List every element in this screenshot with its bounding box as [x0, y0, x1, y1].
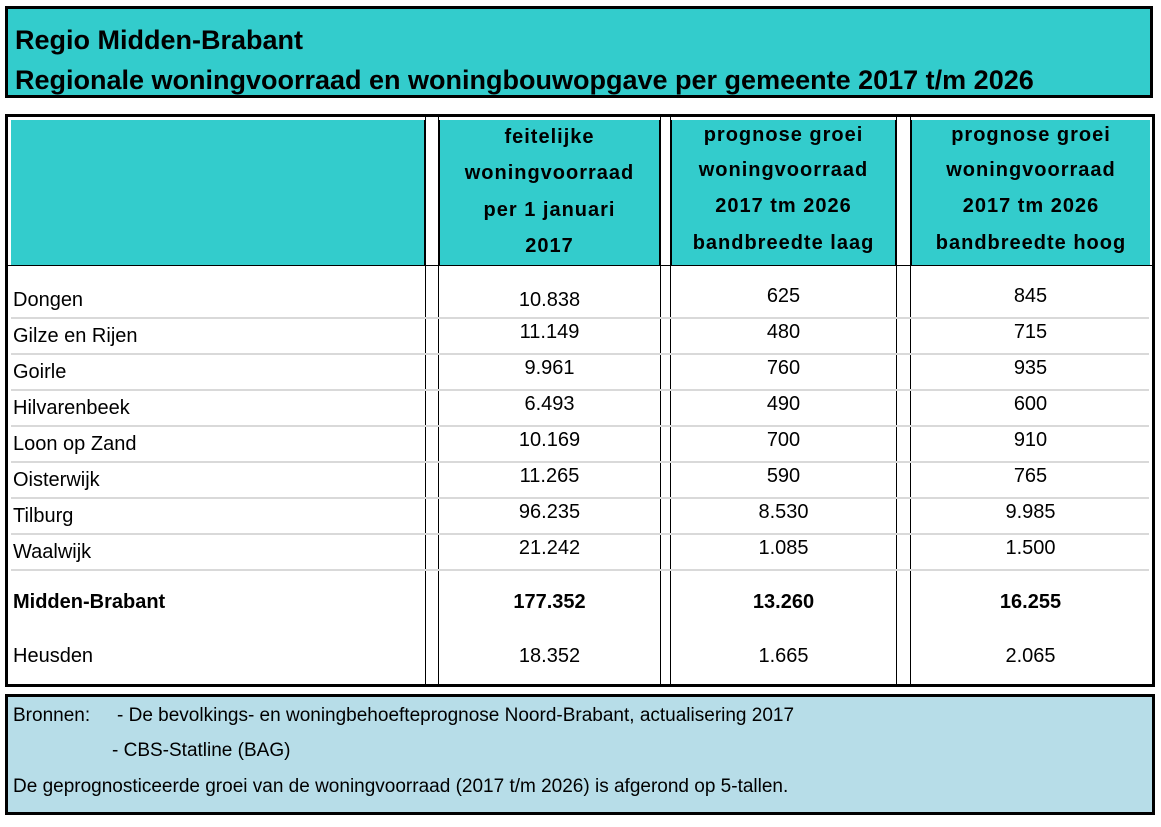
table-row [8, 427, 1152, 463]
header-groei-hoog [911, 120, 1150, 265]
gemeente-name: Tilburg [13, 505, 74, 527]
voorraad-value: 21.242 [518, 537, 581, 559]
header-divider [8, 265, 1152, 266]
table-row [8, 391, 1152, 427]
table-row [8, 319, 1152, 355]
source-item: - De bevolkings- en woningbehoefteprognose Noord-Brabant, actualisering 2017 [117, 705, 795, 726]
table-title: Regionale woningvoorraad en woningbouwopgave per gemeente 2017 t/m 2026 [15, 65, 1034, 95]
region-total-name: Midden-Brabant [13, 591, 166, 613]
total-row [8, 587, 1152, 623]
groei-laag-value: 1.085 [758, 537, 809, 559]
voorraad-value: 11.149 [519, 321, 580, 343]
groei-hoog-value: 845 [1013, 285, 1048, 307]
table-row [8, 355, 1152, 391]
header-text: prognose groei [703, 124, 864, 146]
groei-hoog-value: 2.065 [1005, 645, 1056, 667]
groei-laag-value: 8.530 [758, 501, 809, 523]
groei-hoog-value: 910 [1013, 429, 1048, 451]
groei-hoog-value: 935 [1013, 357, 1048, 379]
groei-hoog-value: 715 [1013, 321, 1048, 343]
groei-hoog-value: 1.500 [1005, 537, 1056, 559]
header-name-column [11, 120, 425, 265]
voorraad-value: 10.169 [518, 429, 581, 451]
header-text: feitelijke [504, 126, 595, 148]
gemeente-name: Hilvarenbeek [13, 397, 130, 419]
sources-label: Bronnen: [13, 705, 91, 726]
groei-laag-value: 1.665 [758, 645, 809, 667]
header-text: 2017 tm 2026 [715, 195, 852, 217]
voorraad-value: 96.235 [518, 501, 581, 523]
gemeente-name: Dongen [13, 289, 84, 311]
header-groei-laag [671, 120, 896, 265]
header-text: 2017 [525, 235, 574, 257]
voorraad-value: 11.265 [519, 465, 580, 487]
voorraad-total: 177.352 [513, 591, 586, 613]
gemeente-name: Oisterwijk [13, 469, 100, 491]
header-text: 2017 tm 2026 [962, 195, 1100, 217]
voorraad-value: 10.838 [518, 289, 581, 311]
groei-laag-total: 13.260 [752, 591, 815, 613]
groei-hoog-total: 16.255 [999, 591, 1062, 613]
groei-hoog-value: 600 [1013, 393, 1048, 415]
groei-laag-value: 625 [766, 285, 801, 307]
rounding-note: De geprognosticeerde groei van de woningvoorraad (2017 t/m 2026) is afgerond op 5-tallen. [13, 776, 789, 797]
table-row [8, 283, 1152, 319]
region-title: Regio Midden-Brabant [15, 25, 303, 55]
groei-laag-value: 590 [766, 465, 801, 487]
groei-laag-value: 760 [766, 357, 801, 379]
header-text: prognose groei [951, 124, 1111, 146]
data-table [5, 114, 1155, 687]
title-box [5, 6, 1153, 98]
header-text: per 1 januari [483, 199, 616, 221]
header-text: bandbreedte hoog [935, 232, 1127, 254]
source-item: - CBS-Statline (BAG) [112, 740, 291, 761]
gemeente-name: Heusden [13, 645, 94, 667]
groei-laag-value: 490 [766, 393, 801, 415]
gemeente-name: Loon op Zand [13, 433, 137, 455]
voorraad-value: 9.961 [524, 357, 575, 379]
table-row-heusden [8, 641, 1152, 677]
groei-laag-value: 700 [766, 429, 801, 451]
table-row [8, 463, 1152, 499]
groei-hoog-value: 9.985 [1005, 501, 1056, 523]
header-text: woningvoorraad [698, 159, 869, 181]
header-voorraad [439, 120, 660, 265]
table-row [8, 499, 1152, 535]
groei-hoog-value: 765 [1013, 465, 1048, 487]
sources-box [5, 694, 1155, 815]
gemeente-name: Waalwijk [13, 541, 92, 563]
gemeente-name: Gilze en Rijen [13, 325, 138, 347]
voorraad-value: 6.493 [524, 393, 575, 415]
header-text: woningvoorraad [946, 159, 1116, 181]
row-divider [11, 569, 1149, 571]
header-text: bandbreedte laag [692, 232, 875, 254]
groei-laag-value: 480 [766, 321, 801, 343]
gemeente-name: Goirle [13, 361, 67, 383]
header-text: woningvoorraad [464, 162, 635, 184]
table-row [8, 535, 1152, 571]
voorraad-value: 18.352 [518, 645, 581, 667]
